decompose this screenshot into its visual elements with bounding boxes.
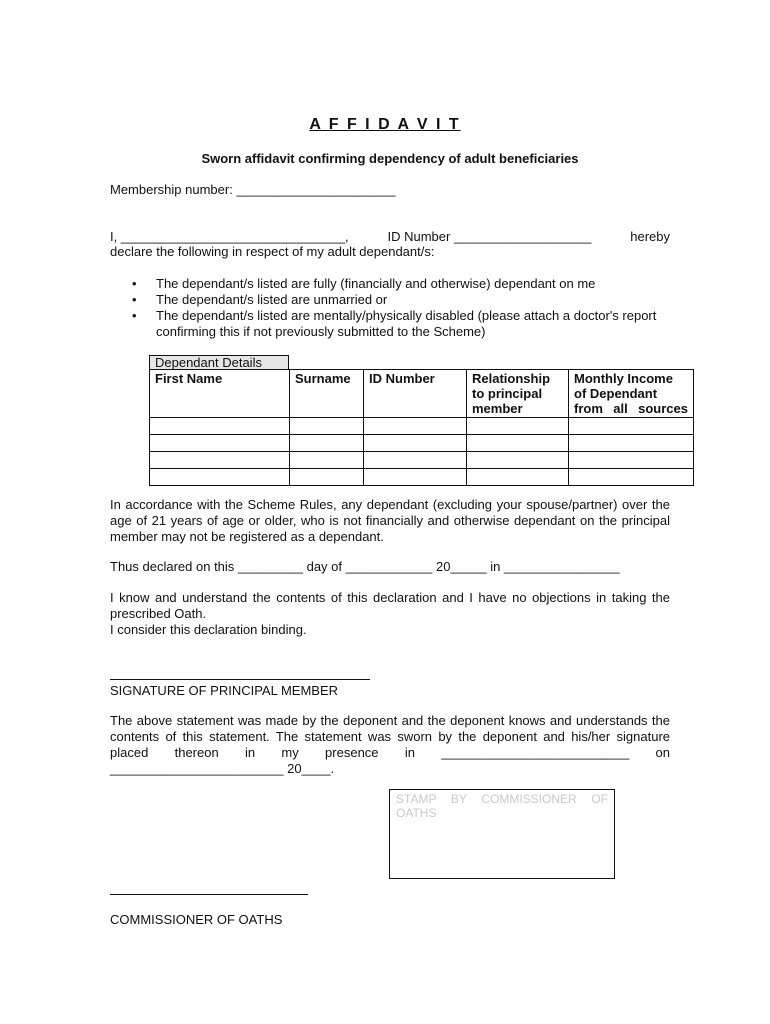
table-cell[interactable] xyxy=(364,435,467,452)
table-cell[interactable] xyxy=(290,418,364,435)
dependant-details-table xyxy=(149,369,694,486)
commissioner-label: COMMISSIONER OF OATHS xyxy=(110,912,283,927)
table-cell[interactable] xyxy=(467,418,569,435)
table-cell[interactable] xyxy=(569,435,694,452)
dependant-details-caption: Dependant Details xyxy=(149,355,289,369)
scheme-rules-paragraph: In accordance with the Scheme Rules, any dependant (excluding your spouse/partner) over the age of 21 years of age or older, who is not financially and otherwise dependant on the principal member may not be registered as a dependant. xyxy=(110,497,670,544)
header-surname: Surname xyxy=(290,370,364,418)
hereby-text: hereby xyxy=(630,229,670,244)
commissioner-stamp-box: STAMP BY COMMISSIONER OF OATHS xyxy=(389,789,615,879)
table-cell[interactable] xyxy=(364,418,467,435)
bullet-text: The dependant/s listed are mentally/physically disabled (please attach a doctor's report confirming this if not previously submitted to the Scheme) xyxy=(156,308,657,339)
commissioner-statement-paragraph: The above statement was made by the deponent and the deponent knows and understands the contents of this statement. The statement was sworn by the deponent and his/her signature placed thereon in my presence in __________________________ on ________________________ 20____. xyxy=(110,713,670,776)
table-cell[interactable] xyxy=(569,418,694,435)
bullet-item xyxy=(110,308,670,340)
table-cell[interactable] xyxy=(569,469,694,486)
declare-line: declare the following in respect of my adult dependant/s: xyxy=(110,244,435,259)
declared-on-field[interactable]: Thus declared on this _________ day of ____________ 20_____ in ________________ xyxy=(110,559,620,574)
bullet-text: The dependant/s listed are fully (financially and otherwise) dependant on me xyxy=(156,276,596,291)
header-id-number: ID Number xyxy=(364,370,467,418)
membership-number-field[interactable]: Membership number: ______________________ xyxy=(110,182,396,197)
table-cell[interactable] xyxy=(150,418,290,435)
header-first-name: First Name xyxy=(150,370,290,418)
principal-signature-label: SIGNATURE OF PRINCIPAL MEMBER xyxy=(110,683,339,698)
table-cell[interactable] xyxy=(569,452,694,469)
bullet-icon: • xyxy=(132,292,137,307)
table-cell[interactable] xyxy=(290,435,364,452)
table-cell[interactable] xyxy=(467,435,569,452)
table-cell[interactable] xyxy=(467,469,569,486)
bullet-item xyxy=(110,276,670,292)
document-subtitle: Sworn affidavit confirming dependency of adult beneficiaries xyxy=(201,151,579,166)
table-cell[interactable] xyxy=(150,435,290,452)
declarant-line xyxy=(110,229,670,244)
binding-line: I consider this declaration binding. xyxy=(110,622,307,637)
table-cell[interactable] xyxy=(290,469,364,486)
header-monthly-income: Monthly Income of Dependant from all sources xyxy=(569,370,694,418)
table-cell[interactable] xyxy=(150,469,290,486)
principal-signature-line[interactable] xyxy=(110,679,370,680)
table-row xyxy=(150,452,694,469)
bullet-icon: • xyxy=(132,276,137,291)
table-cell[interactable] xyxy=(364,469,467,486)
table-cell[interactable] xyxy=(290,452,364,469)
table-row xyxy=(150,469,694,486)
header-relationship: Relationship to principal member xyxy=(467,370,569,418)
declaration-bullets xyxy=(110,276,670,340)
declarant-name-field[interactable]: I, _______________________________, xyxy=(110,229,349,244)
document-title: A F F I D A V I T xyxy=(309,116,461,133)
table-cell[interactable] xyxy=(364,452,467,469)
commissioner-signature-line[interactable] xyxy=(110,894,308,895)
understand-paragraph: I know and understand the contents of this declaration and I have no objections in taking the prescribed Oath. xyxy=(110,590,670,621)
bullet-text: The dependant/s listed are unmarried or xyxy=(156,292,388,307)
table-cell[interactable] xyxy=(467,452,569,469)
table-header-row xyxy=(150,370,694,418)
bullet-item xyxy=(110,292,670,308)
table-row xyxy=(150,435,694,452)
table-row xyxy=(150,418,694,435)
table-cell[interactable] xyxy=(150,452,290,469)
bullet-icon: • xyxy=(132,308,137,323)
declarant-id-field[interactable]: ID Number ___________________ xyxy=(387,229,592,244)
